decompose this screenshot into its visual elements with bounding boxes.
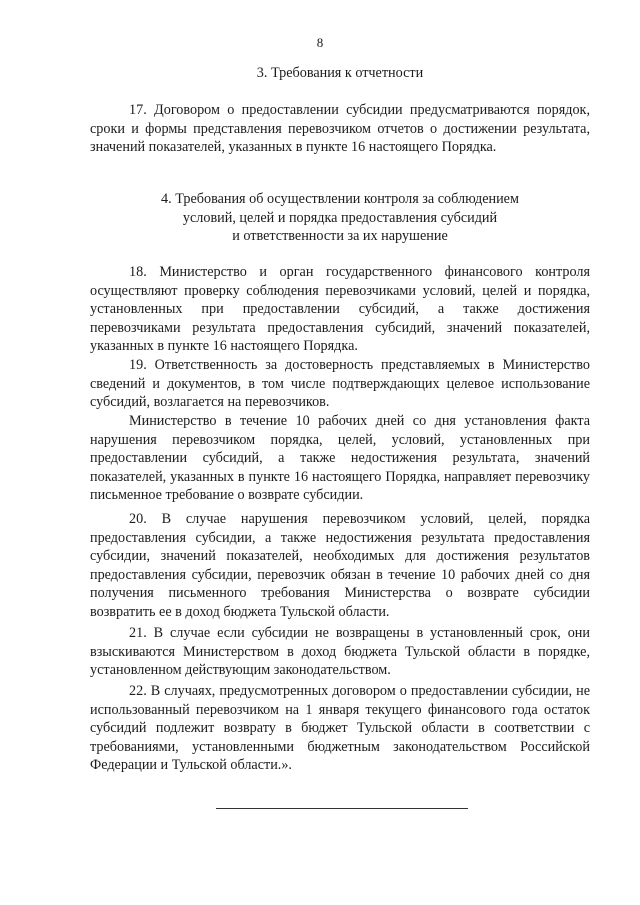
- closing-rule: [216, 808, 468, 809]
- section-4-heading: [90, 190, 590, 246]
- paragraph-19-continuation: Министерство в течение 10 рабочих дней со дня установления факта нарушения перевозчиком порядка, целей, условий, установленных при предоставлении субсидий, а также недостижения результата, значений показателей, указанных в пункте 16 настоящего Порядка, направляет перевозчику письменное требование о возврате субсидии.: [90, 413, 590, 504]
- paragraph-19: 19. Ответственность за достоверность представляемых в Министерство сведений и документов, в том числе подтверждающих целевое использование субсидий, возлагается на перевозчиков.: [90, 357, 590, 411]
- section-4-heading-line-2: условий, целей и порядка предоставления субсидий: [182, 209, 498, 226]
- paragraph-17: 17. Договором о предоставлении субсидии предусматриваются порядок, сроки и формы представления перевозчиком отчетов о достижении результата, значений показателей, указанных в пункте 16 настоящего Порядка.: [90, 102, 590, 156]
- section-4-heading-line-1: 4. Требования об осуществлении контроля за соблюдением: [161, 191, 519, 207]
- paragraph-20: 20. В случае нарушения перевозчиком условий, целей, порядка предоставления субсидии, а также недостижения результата предоставления субсидии, значений показателей, необходимых для достижения результатов предоставления субсидии, перевозчик обязан в течение 10 рабочих дней со дня получения письменного требования Министерства о возврате субсидии возвратить ее в доход бюджета Тульской области.: [90, 511, 590, 620]
- page-number: 8: [316, 35, 324, 50]
- paragraph-18: 18. Министерство и орган государственного финансового контроля осуществляют проверку соблюдения перевозчиками условий, целей и порядка, установленных при предоставлении субсидий, а также достижения перевозчиками результата предоставления субсидий, значений показателей, указанных в пункте 16 настоящего Порядка.: [90, 264, 590, 355]
- section-3-heading: 3. Требования к отчетности: [256, 65, 424, 81]
- paragraph-21: 21. В случае если субсидии не возвращены в установленный срок, они взыскиваются Министерством в доход бюджета Тульской области в порядке, установленном действующим законодательством.: [90, 625, 590, 679]
- section-4-heading-line-3: и ответственности за их нарушение: [232, 228, 448, 244]
- paragraph-22: 22. В случаях, предусмотренных договором о предоставлении субсидии, не использованный перевозчиком на 1 января текущего финансового года остаток субсидий подлежит возврату в бюджет Тульской области в соответствии с требованиями, установленными бюджетным законодательством Российской Федерации и Тульской области.».: [90, 683, 590, 774]
